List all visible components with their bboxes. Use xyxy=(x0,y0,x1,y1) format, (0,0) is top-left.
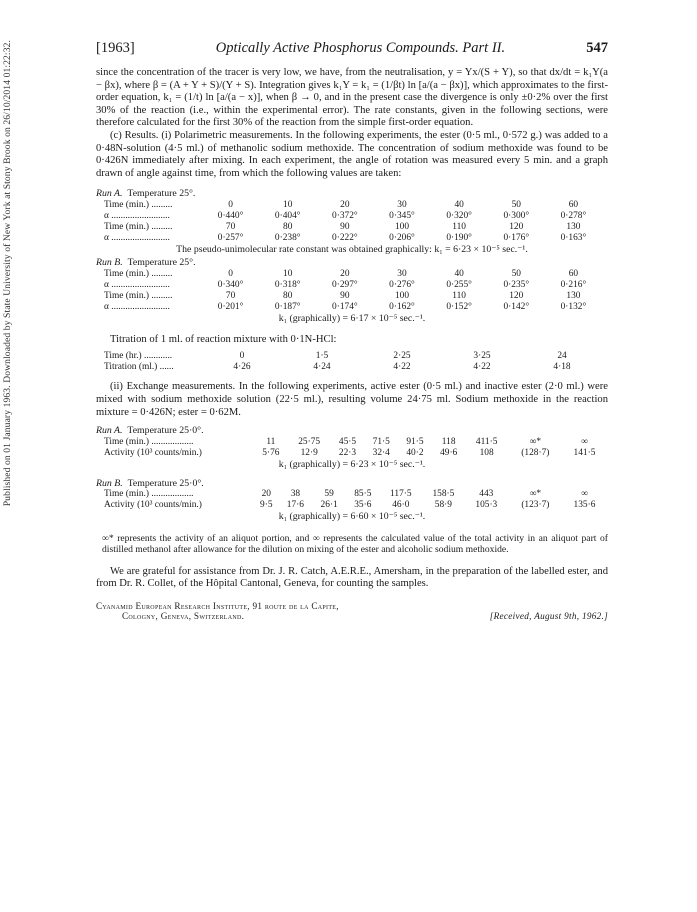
footnote: ∞* represents the activity of an aliquot portion, and ∞ represents the calculated value of the total activity in an aliquot part of distilled methanol after allowance for the dilution on mixing of the ester and alcoholic sodium methoxide. xyxy=(102,532,608,556)
table-row: α ......................... 0·340° 0·318° 0·297° 0·276° 0·255° 0·235° 0·216° xyxy=(104,279,587,290)
ex-run-b-name: Run B. xyxy=(96,477,123,489)
exchange-run-b xyxy=(96,478,608,523)
run-b-temp: Temperature 25°. xyxy=(127,257,196,269)
affiliation-line-1: Cyanamid European Research Institute, 91 route de la Capite, xyxy=(96,600,339,611)
exchange-paragraph: (ii) Exchange measurements. In the following experiments, active ester (0·5 ml.) and inactive ester (2·0 ml.) were mixed with sodium methoxide solution (22·5 ml.), resulting volume 24·75 ml. Sodium methoxide in the reaction mixture = 0·426N; ester = 0·62M. xyxy=(96,381,608,418)
ex-run-a-table xyxy=(96,437,606,459)
ex-run-a-rate: k₁ (graphically) = 6·23 × 10⁻⁵ sec.⁻¹. xyxy=(278,458,426,470)
table-row: α ......................... 0·440° 0·404° 0·372° 0·345° 0·320° 0·300° 0·278° xyxy=(104,210,587,221)
intro-paragraph: since the concentration of the tracer is very low, we have, from the neutralisation, y = Yx/(S + Y), so that dx/dt = k₁Y(a − βx), where β = (A + Y + S)/(Y + S). Integration gives k₁Y = k₁ = (1/βt) ln [a/(a − βx)], which approximates to the first-order equation, k₁ = (1/t) ln [a/(a − x)], when β → 0, and in the present case the divergence is only ±0·2% over the first 30% of the reaction (i.e., within the experimental error). The rate constants, given in the following sections, were therefore calculated for the first 30% of the reaction from the simple first-order equation. xyxy=(96,67,608,129)
page-body xyxy=(96,40,608,621)
table-row: α ......................... 0·257° 0·238° 0·222° 0·206° 0·190° 0·176° 0·163° xyxy=(104,232,587,243)
table-row: Activity (10³ counts/min.) 5·76 12·9 22·3 32·4 40·2 49·6 108 (128·7) 141·5 xyxy=(104,447,596,458)
run-b-name: Run B. xyxy=(96,257,123,269)
table-row: Time (min.) ......... 70 80 90 100 110 120 130 xyxy=(104,290,581,301)
ex-run-b-rate: k₁ (graphically) = 6·60 × 10⁻⁵ sec.⁻¹. xyxy=(278,511,426,523)
table-row: Time (min.) .................. 11 25·75 45·5 71·5 91·5 118 411·5 ∞* ∞ xyxy=(104,436,588,447)
page-number: 547 xyxy=(586,40,608,56)
run-a-temp: Temperature 25°. xyxy=(127,188,196,200)
table-row: Time (hr.) ............ 0 1·5 2·25 3·25 24 xyxy=(104,351,567,362)
results-paragraph: (c) Results. (i) Polarimetric measurements. In the following experiments, the ester (0·5 ml., 0·572 g.) was added to a 0·48N-solution (4·5 ml.) of methanolic sodium methoxide. The concentration of sodium methoxide was found to be 0·426N immediately after mixing. In each experiment, the angle of rotation was measured every 5 min. and a graph drawn of angle against time, from which the following values are taken: xyxy=(96,129,608,179)
titration-section xyxy=(96,334,608,373)
ex-run-a-name: Run A. xyxy=(96,425,123,437)
download-notice xyxy=(2,40,16,640)
table-row: Activity (10³ counts/min.) 9·5 17·6 26·1 35·6 46·0 58·9 105·3 (123·7) 135·6 xyxy=(104,500,596,511)
running-header xyxy=(96,40,608,57)
table-row: Titration (ml.) ...... 4·26 4·24 4·22 4·22 4·18 xyxy=(104,362,571,373)
table-row: Time (min.) ......... 70 80 90 100 110 120 130 xyxy=(104,221,581,232)
received-date: [Received, August 9th, 1962.] xyxy=(489,610,608,621)
header-year: [1963] xyxy=(96,40,135,56)
ex-run-a-temp: Temperature 25·0°. xyxy=(127,425,204,437)
table-row: α ......................... 0·201° 0·187° 0·174° 0·162° 0·152° 0·142° 0·132° xyxy=(104,301,587,312)
titration-table xyxy=(96,351,602,373)
titration-heading: Titration of 1 ml. of reaction mixture with 0·1N-HCl: xyxy=(110,333,337,345)
table-row: Time (min.) ......... 0 10 20 30 40 50 60 xyxy=(104,199,579,210)
affiliation-line-2: Cologny, Geneva, Switzerland. xyxy=(122,610,245,621)
exchange-run-a xyxy=(96,425,608,470)
run-b-table xyxy=(96,269,602,313)
run-a-polarimetric xyxy=(96,188,608,255)
run-a-table xyxy=(96,200,602,244)
header-title: Optically Active Phosphorus Compounds. Part II. xyxy=(215,40,506,56)
table-row: Time (min.) ......... 0 10 20 30 40 50 60 xyxy=(104,268,579,279)
ex-run-b-temp: Temperature 25·0°. xyxy=(127,477,204,489)
run-a-rate: The pseudo-unimolecular rate constant was obtained graphically: k₁ = 6·23 × 10⁻⁵ sec.⁻¹. xyxy=(176,243,528,255)
acknowledgement: We are grateful for assistance from Dr. J. R. Catch, A.E.R.E., Amersham, in the preparation of the labelled ester, and from Dr. R. Collet, of the Hôpital Cantonal, Geneva, for counting the samples. xyxy=(96,565,608,590)
ex-run-b-table xyxy=(96,489,606,511)
download-notice-text: Published on 01 January 1963. Downloaded by State University of New York at Stony Brook on 26/10/2014 01:22:32. xyxy=(2,40,13,507)
run-a-name: Run A. xyxy=(96,188,123,200)
table-row: Time (min.) .................. 20 38 59 85·5 117·5 158·5 443 ∞* ∞ xyxy=(104,489,588,500)
affiliation xyxy=(96,601,608,621)
run-b-polarimetric xyxy=(96,257,608,324)
run-b-rate: k₁ (graphically) = 6·17 × 10⁻⁵ sec.⁻¹. xyxy=(278,312,426,324)
